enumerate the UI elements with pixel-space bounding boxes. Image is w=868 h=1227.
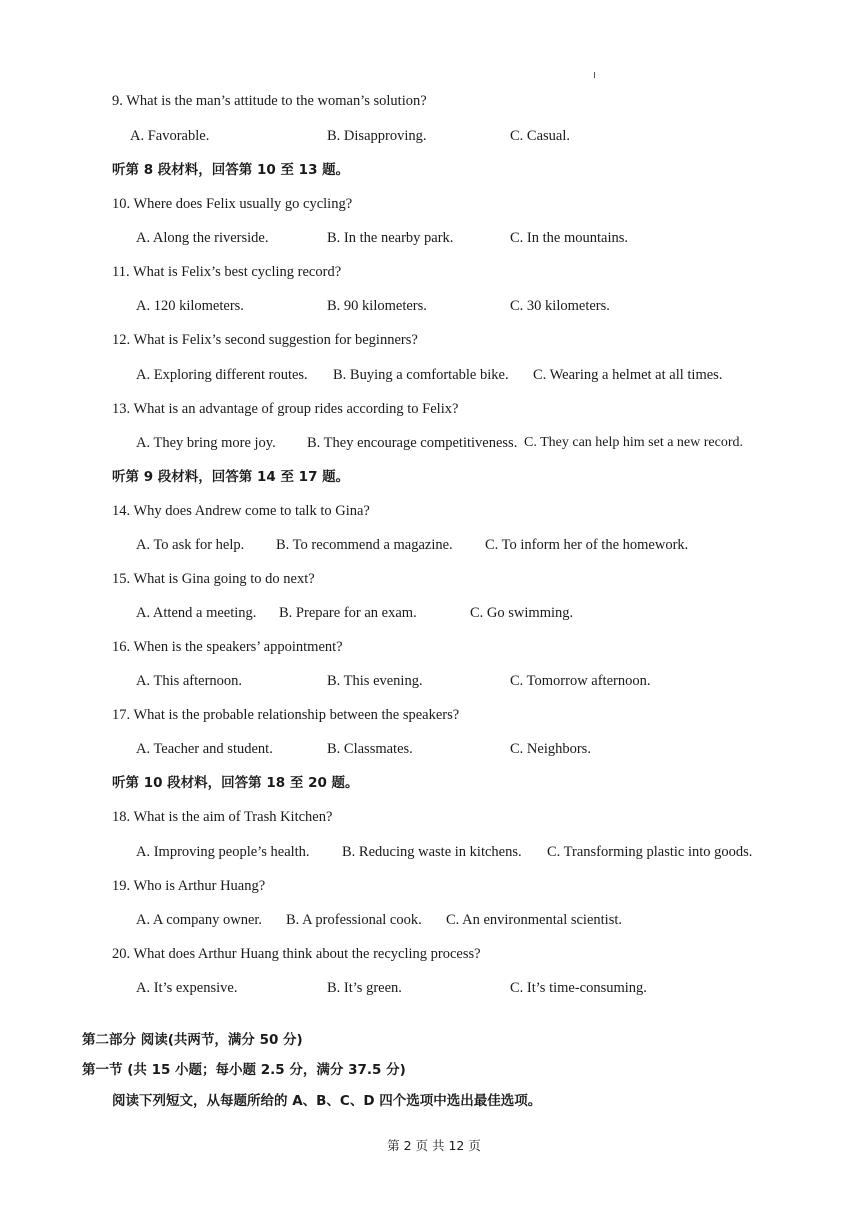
option-12b: B. Buying a comfortable bike. bbox=[333, 367, 509, 383]
question-17: 17. What is the probable relationship between the speakers? bbox=[112, 707, 460, 723]
option-11c: C. 30 kilometers. bbox=[510, 298, 610, 314]
question-9: 9. What is the man’s attitude to the woman’s solution? bbox=[112, 93, 427, 109]
option-19b: B. A professional cook. bbox=[286, 912, 422, 928]
option-12a: A. Exploring different routes. bbox=[136, 367, 308, 383]
option-15a: A. Attend a meeting. bbox=[136, 605, 257, 621]
option-14b: B. To recommend a magazine. bbox=[276, 537, 453, 553]
option-18c: C. Transforming plastic into goods. bbox=[547, 844, 753, 860]
option-12c: C. Wearing a helmet at all times. bbox=[533, 367, 723, 383]
option-11b: B. 90 kilometers. bbox=[327, 298, 427, 314]
part2-title: 第二部分 阅读(共两节，满分 50 分) bbox=[82, 1032, 303, 1048]
page-footer: 第 2 页 共 12 页 bbox=[387, 1138, 481, 1153]
option-9a: A. Favorable. bbox=[130, 128, 210, 144]
option-17c: C. Neighbors. bbox=[510, 741, 591, 757]
option-19c: C. An environmental scientist. bbox=[446, 912, 622, 928]
question-18: 18. What is the aim of Trash Kitchen? bbox=[112, 809, 333, 825]
part2-instruction: 阅读下列短文，从每题所给的 A、B、C、D 四个选项中选出最佳选项。 bbox=[112, 1093, 542, 1109]
question-13: 13. What is an advantage of group rides according to Felix? bbox=[112, 401, 459, 417]
option-16a: A. This afternoon. bbox=[136, 673, 243, 689]
option-17a: A. Teacher and student. bbox=[136, 741, 273, 757]
option-20b: B. It’s green. bbox=[327, 980, 402, 996]
option-11a: A. 120 kilometers. bbox=[136, 298, 244, 314]
question-19: 19. Who is Arthur Huang? bbox=[112, 878, 266, 894]
question-15: 15. What is Gina going to do next? bbox=[112, 571, 315, 587]
question-14: 14. Why does Andrew come to talk to Gina? bbox=[112, 503, 370, 519]
option-10c: C. In the mountains. bbox=[510, 230, 629, 246]
question-16: 16. When is the speakers’ appointment? bbox=[112, 639, 343, 655]
question-12: 12. What is Felix’s second suggestion for beginners? bbox=[112, 332, 418, 348]
option-9c: C. Casual. bbox=[510, 128, 571, 144]
scan-mark bbox=[594, 72, 595, 78]
option-18a: A. Improving people’s health. bbox=[136, 844, 310, 860]
option-18b: B. Reducing waste in kitchens. bbox=[342, 844, 522, 860]
option-20c: C. It’s time-consuming. bbox=[510, 980, 647, 996]
option-17b: B. Classmates. bbox=[327, 741, 413, 757]
question-10: 10. Where does Felix usually go cycling? bbox=[112, 196, 353, 212]
question-20: 20. What does Arthur Huang think about the recycling process? bbox=[112, 946, 481, 962]
option-13b: B. They encourage competitiveness. bbox=[307, 435, 518, 451]
option-14c: C. To inform her of the homework. bbox=[485, 537, 689, 553]
option-15c: C. Go swimming. bbox=[470, 605, 574, 621]
option-9b: B. Disapproving. bbox=[327, 128, 427, 144]
option-16c: C. Tomorrow afternoon. bbox=[510, 673, 651, 689]
option-13c: C. They can help him set a new record. bbox=[524, 435, 744, 450]
option-10a: A. Along the riverside. bbox=[136, 230, 269, 246]
heading-section-8: 听第 8 段材料，回答第 10 至 13 题。 bbox=[112, 162, 350, 178]
heading-section-10: 听第 10 段材料，回答第 18 至 20 题。 bbox=[112, 775, 359, 791]
option-10b: B. In the nearby park. bbox=[327, 230, 454, 246]
option-13a: A. They bring more joy. bbox=[136, 435, 276, 451]
option-14a: A. To ask for help. bbox=[136, 537, 245, 553]
option-16b: B. This evening. bbox=[327, 673, 423, 689]
option-15b: B. Prepare for an exam. bbox=[279, 605, 417, 621]
part2-section1: 第一节 (共 15 小题；每小题 2.5 分，满分 37.5 分) bbox=[82, 1062, 406, 1078]
option-20a: A. It’s expensive. bbox=[136, 980, 238, 996]
option-19a: A. A company owner. bbox=[136, 912, 263, 928]
question-11: 11. What is Felix’s best cycling record? bbox=[112, 264, 342, 280]
heading-section-9: 听第 9 段材料，回答第 14 至 17 题。 bbox=[112, 469, 350, 485]
